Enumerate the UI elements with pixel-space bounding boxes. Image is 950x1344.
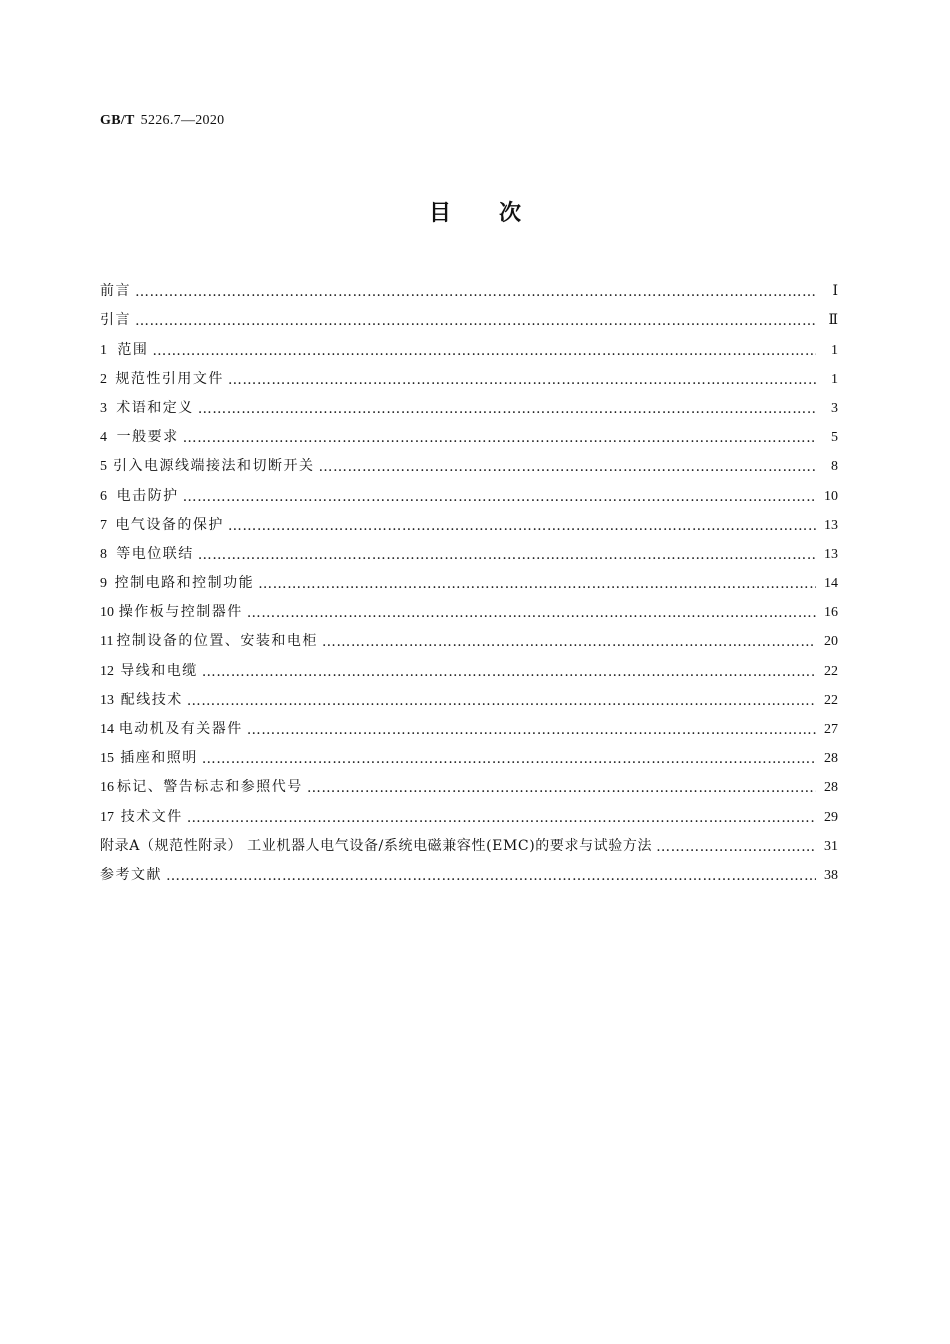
toc-entry-7[interactable] [100,505,838,534]
toc-leader-dots [656,839,816,855]
toc-entry-page: 14 [824,576,838,592]
toc-entry-label: 电动机及有关器件 [118,721,243,737]
standard-code [100,113,224,129]
toc-entry-page: 3 [831,400,838,416]
toc-entry-page: 8 [831,459,838,475]
toc-entry-label: 术语和定义 [116,399,194,416]
toc-entry-page: Ⅰ [832,284,838,300]
toc-leader-dots [187,693,816,709]
toc-leader-dots [198,547,816,563]
toc-entry-page: 13 [824,517,838,533]
toc-leader-dots [187,810,816,826]
toc-leader-dots [307,780,816,796]
toc-entry-5[interactable] [100,446,838,475]
toc-entry-number: 3 [100,400,107,416]
toc-entry-15[interactable] [100,738,838,767]
toc-entry-label: 导线和电缆 [120,662,198,679]
toc-entry-page: 27 [824,722,838,737]
toc-entry-label: 标记、警告标志和参照代号 [116,779,303,796]
toc-leader-dots [135,284,816,300]
toc-entry-label: 附录A（规范性附录） 工业机器人电气设备/系统电磁兼容性(EMC)的要求与试验方法 [100,837,653,854]
toc-entry-6[interactable] [100,475,838,504]
toc-entry-number: 9 [100,576,107,592]
toc-entry-17[interactable] [100,796,838,825]
toc-entry-number: 15 [100,751,114,767]
toc-entry-page: 38 [824,867,838,883]
toc-entry-10[interactable] [100,592,838,621]
toc-entry-page: 22 [824,692,838,708]
toc-leader-dots [247,605,816,621]
toc-entry-number: 1 [100,342,107,358]
toc-leader-dots [228,518,816,534]
toc-entry-9[interactable] [100,563,838,592]
toc-entry-label: 范围 [117,341,149,358]
toc-entry-label: 控制电路和控制功能 [114,575,255,592]
toc-leader-dots [183,489,816,505]
toc-entry-page: 31 [824,838,838,854]
toc-entry-8[interactable] [100,534,838,563]
toc-entry-bibliography[interactable] [100,855,838,884]
toc-leader-dots [166,868,816,884]
toc-leader-dots [319,459,816,475]
toc-entry-number: 13 [100,692,114,708]
toc-entry-number: 8 [100,546,107,562]
toc-leader-dots [247,722,816,738]
toc-entry-number: 14 [100,722,114,737]
toc-entry-12[interactable] [100,650,838,679]
standard-number: 5226.7—2020 [140,113,225,128]
toc-entry-11[interactable] [100,621,838,650]
toc-entry-4[interactable] [100,417,838,446]
toc-leader-dots [228,372,816,388]
toc-entry-label: 电气设备的保护 [115,516,224,533]
toc-entry-number: 17 [100,809,114,825]
toc-leader-dots [152,343,816,359]
toc-leader-dots [135,313,816,329]
toc-leader-dots [202,751,816,767]
toc-entry-page: 16 [824,605,838,621]
toc-leader-dots [198,401,816,417]
toc-entry-label: 一般要求 [116,429,179,446]
toc-entry-page: 20 [824,634,838,650]
toc-leader-dots [202,664,816,680]
toc-entry-number: 12 [100,663,114,679]
toc-entry-label: 等电位联结 [116,545,194,562]
toc-entry-label: 引言 [100,312,131,329]
page-title: 目次 [428,200,569,226]
toc-entry-number: 6 [100,488,107,504]
toc-entry-label: 参考文献 [100,866,162,883]
toc-entry-page: 22 [824,663,838,679]
toc-entry-label: 技术文件 [120,808,183,825]
toc-entry-1[interactable] [100,329,838,358]
toc-entry-16[interactable] [100,767,838,796]
toc-leader-dots [322,634,816,650]
toc-entry-number: 4 [100,430,107,446]
toc-entry-page: 5 [831,430,838,446]
toc-entry-foreword[interactable] [100,271,838,300]
toc-entry-label: 引入电源线端接法和切断开关 [113,458,315,475]
toc-entry-2[interactable] [100,359,838,388]
toc-entry-page: 13 [824,546,838,562]
toc-entry-number: 7 [100,517,107,533]
toc-entry-page: 1 [831,342,838,358]
toc-entry-page: 29 [824,809,838,825]
toc-entry-page: 28 [824,780,838,796]
toc-leader-dots [258,576,816,592]
toc-entry-page: Ⅱ [828,313,838,329]
toc-entry-number: 11 [100,634,114,650]
toc-entry-label: 前言 [100,283,131,300]
toc-entry-page: 1 [831,371,838,387]
toc-entry-number: 10 [100,605,114,621]
toc-entry-number: 2 [100,371,107,387]
toc-entry-page: 28 [824,751,838,767]
toc-entry-page: 10 [824,488,838,504]
toc-entry-label: 插座和照明 [120,750,198,767]
toc-entry-13[interactable] [100,680,838,709]
toc-entry-number: 16 [100,780,114,796]
toc-entry-label: 配线技术 [120,691,183,708]
toc-entry-label: 操作板与控制器件 [118,604,243,621]
toc-entry-label: 电击防护 [116,487,179,504]
toc-entry-label: 控制设备的位置、安装和电柜 [116,633,318,650]
toc-leader-dots [183,430,816,446]
table-of-contents [100,271,838,884]
toc-entry-introduction[interactable] [100,300,838,329]
toc-entry-number: 5 [100,459,107,475]
standard-prefix: GB/T [100,113,135,128]
toc-entry-annex-a[interactable] [100,826,838,855]
toc-entry-label: 规范性引用文件 [115,370,224,387]
toc-entry-3[interactable] [100,388,838,417]
toc-entry-14[interactable] [100,709,838,738]
